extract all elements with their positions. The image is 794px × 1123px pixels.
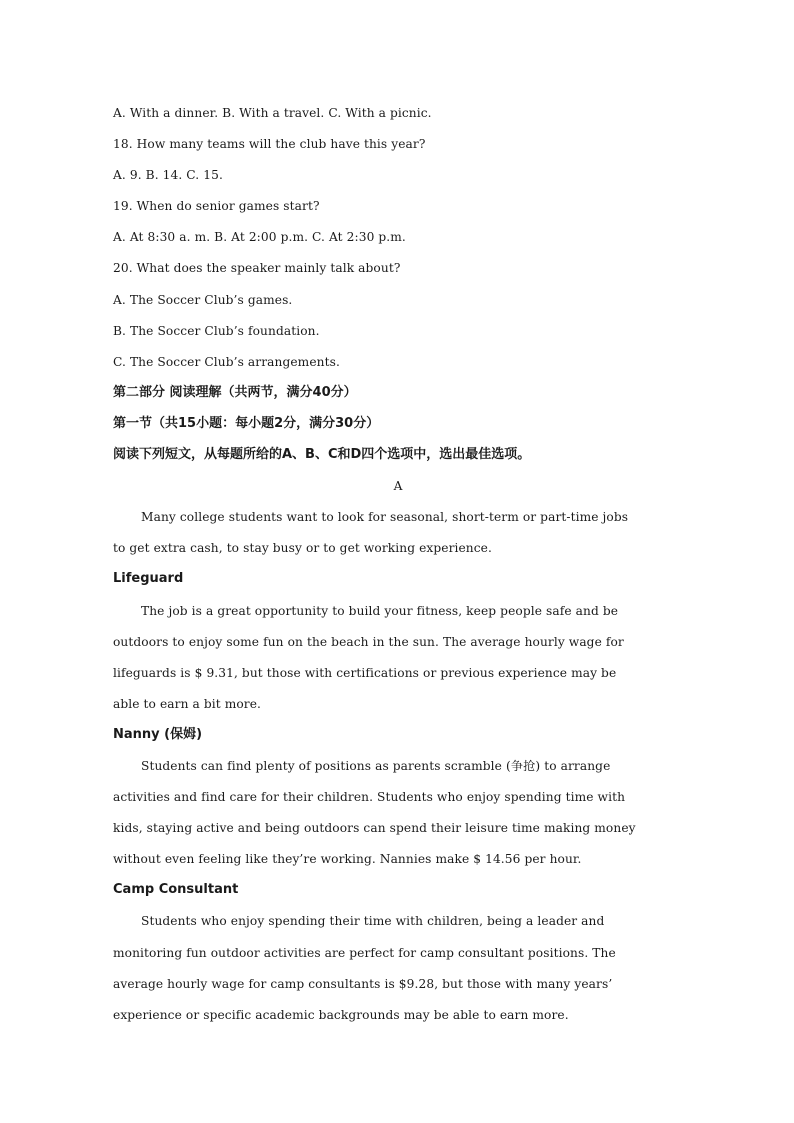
lifeguard-line-2: outdoors to enjoy some fun on the beach in the sun. The average hourly wage for: [113, 634, 624, 649]
passage-intro-line-2: to get extra cash, to stay busy or to get working experience.: [113, 541, 492, 556]
q20-option-b: B. The Soccer Club’s foundation.: [113, 323, 320, 338]
passage-label: A: [393, 479, 403, 494]
lifeguard-line-3: lifeguards is $ 9.31, but those with certifications or previous experience may be: [113, 665, 617, 680]
section-instruction: 阅读下列短文，从每题所给的A、B、C和D四个选项中，选出最佳选项。: [113, 447, 531, 463]
nanny-line-3: kids, staying active and being outdoors can spend their leisure time making money: [113, 821, 636, 836]
q19-question: 19. When do senior games start?: [113, 199, 320, 214]
nanny-line-1: Students can find plenty of positions as parents scramble (争抢) to arrange: [141, 758, 611, 773]
passage-intro-line-1: Many college students want to look for seasonal, short-term or part-time jobs: [141, 510, 629, 525]
q18-question: 18. How many teams will the club have this year?: [113, 137, 426, 152]
lifeguard-line-1: The job is a great opportunity to build your fitness, keep people safe and be: [141, 603, 619, 618]
q18-options: A. 9. B. 14. C. 15.: [113, 168, 223, 183]
camp-consultant-heading: Camp Consultant: [113, 882, 239, 898]
camp-line-1: Students who enjoy spending their time with children, being a leader and: [141, 914, 605, 929]
q19-options: A. At 8:30 a. m. B. At 2:00 p.m. C. At 2:30 p.m.: [113, 230, 406, 245]
camp-line-4: experience or specific academic backgrounds may be able to earn more.: [113, 1007, 569, 1022]
q17-options: A. With a dinner. B. With a travel. C. With a picnic.: [113, 106, 432, 120]
camp-line-3: average hourly wage for camp consultants is $9.28, but those with many years’: [113, 976, 613, 991]
q20-question: 20. What does the speaker mainly talk about?: [113, 261, 401, 276]
q20-option-c: C. The Soccer Club’s arrangements.: [113, 354, 340, 369]
section-sub-title: 第一节（共15小题：每小题2分，满分30分）: [113, 415, 380, 431]
camp-line-2: monitoring fun outdoor activities are perfect for camp consultant positions. The: [113, 945, 616, 960]
lifeguard-heading: Lifeguard: [113, 571, 184, 587]
document-body: [113, 104, 683, 1037]
q20-option-a: A. The Soccer Club’s games.: [113, 292, 293, 307]
section-part-title: 第二部分 阅读理解（共两节，满分40分）: [113, 384, 357, 400]
nanny-line-4: without even feeling like they’re working. Nannies make $ 14.56 per hour.: [113, 852, 582, 867]
nanny-heading: Nanny (保姆): [113, 726, 203, 742]
nanny-line-2: activities and find care for their children. Students who enjoy spending time with: [113, 790, 626, 805]
lifeguard-line-4: able to earn a bit more.: [113, 696, 262, 711]
